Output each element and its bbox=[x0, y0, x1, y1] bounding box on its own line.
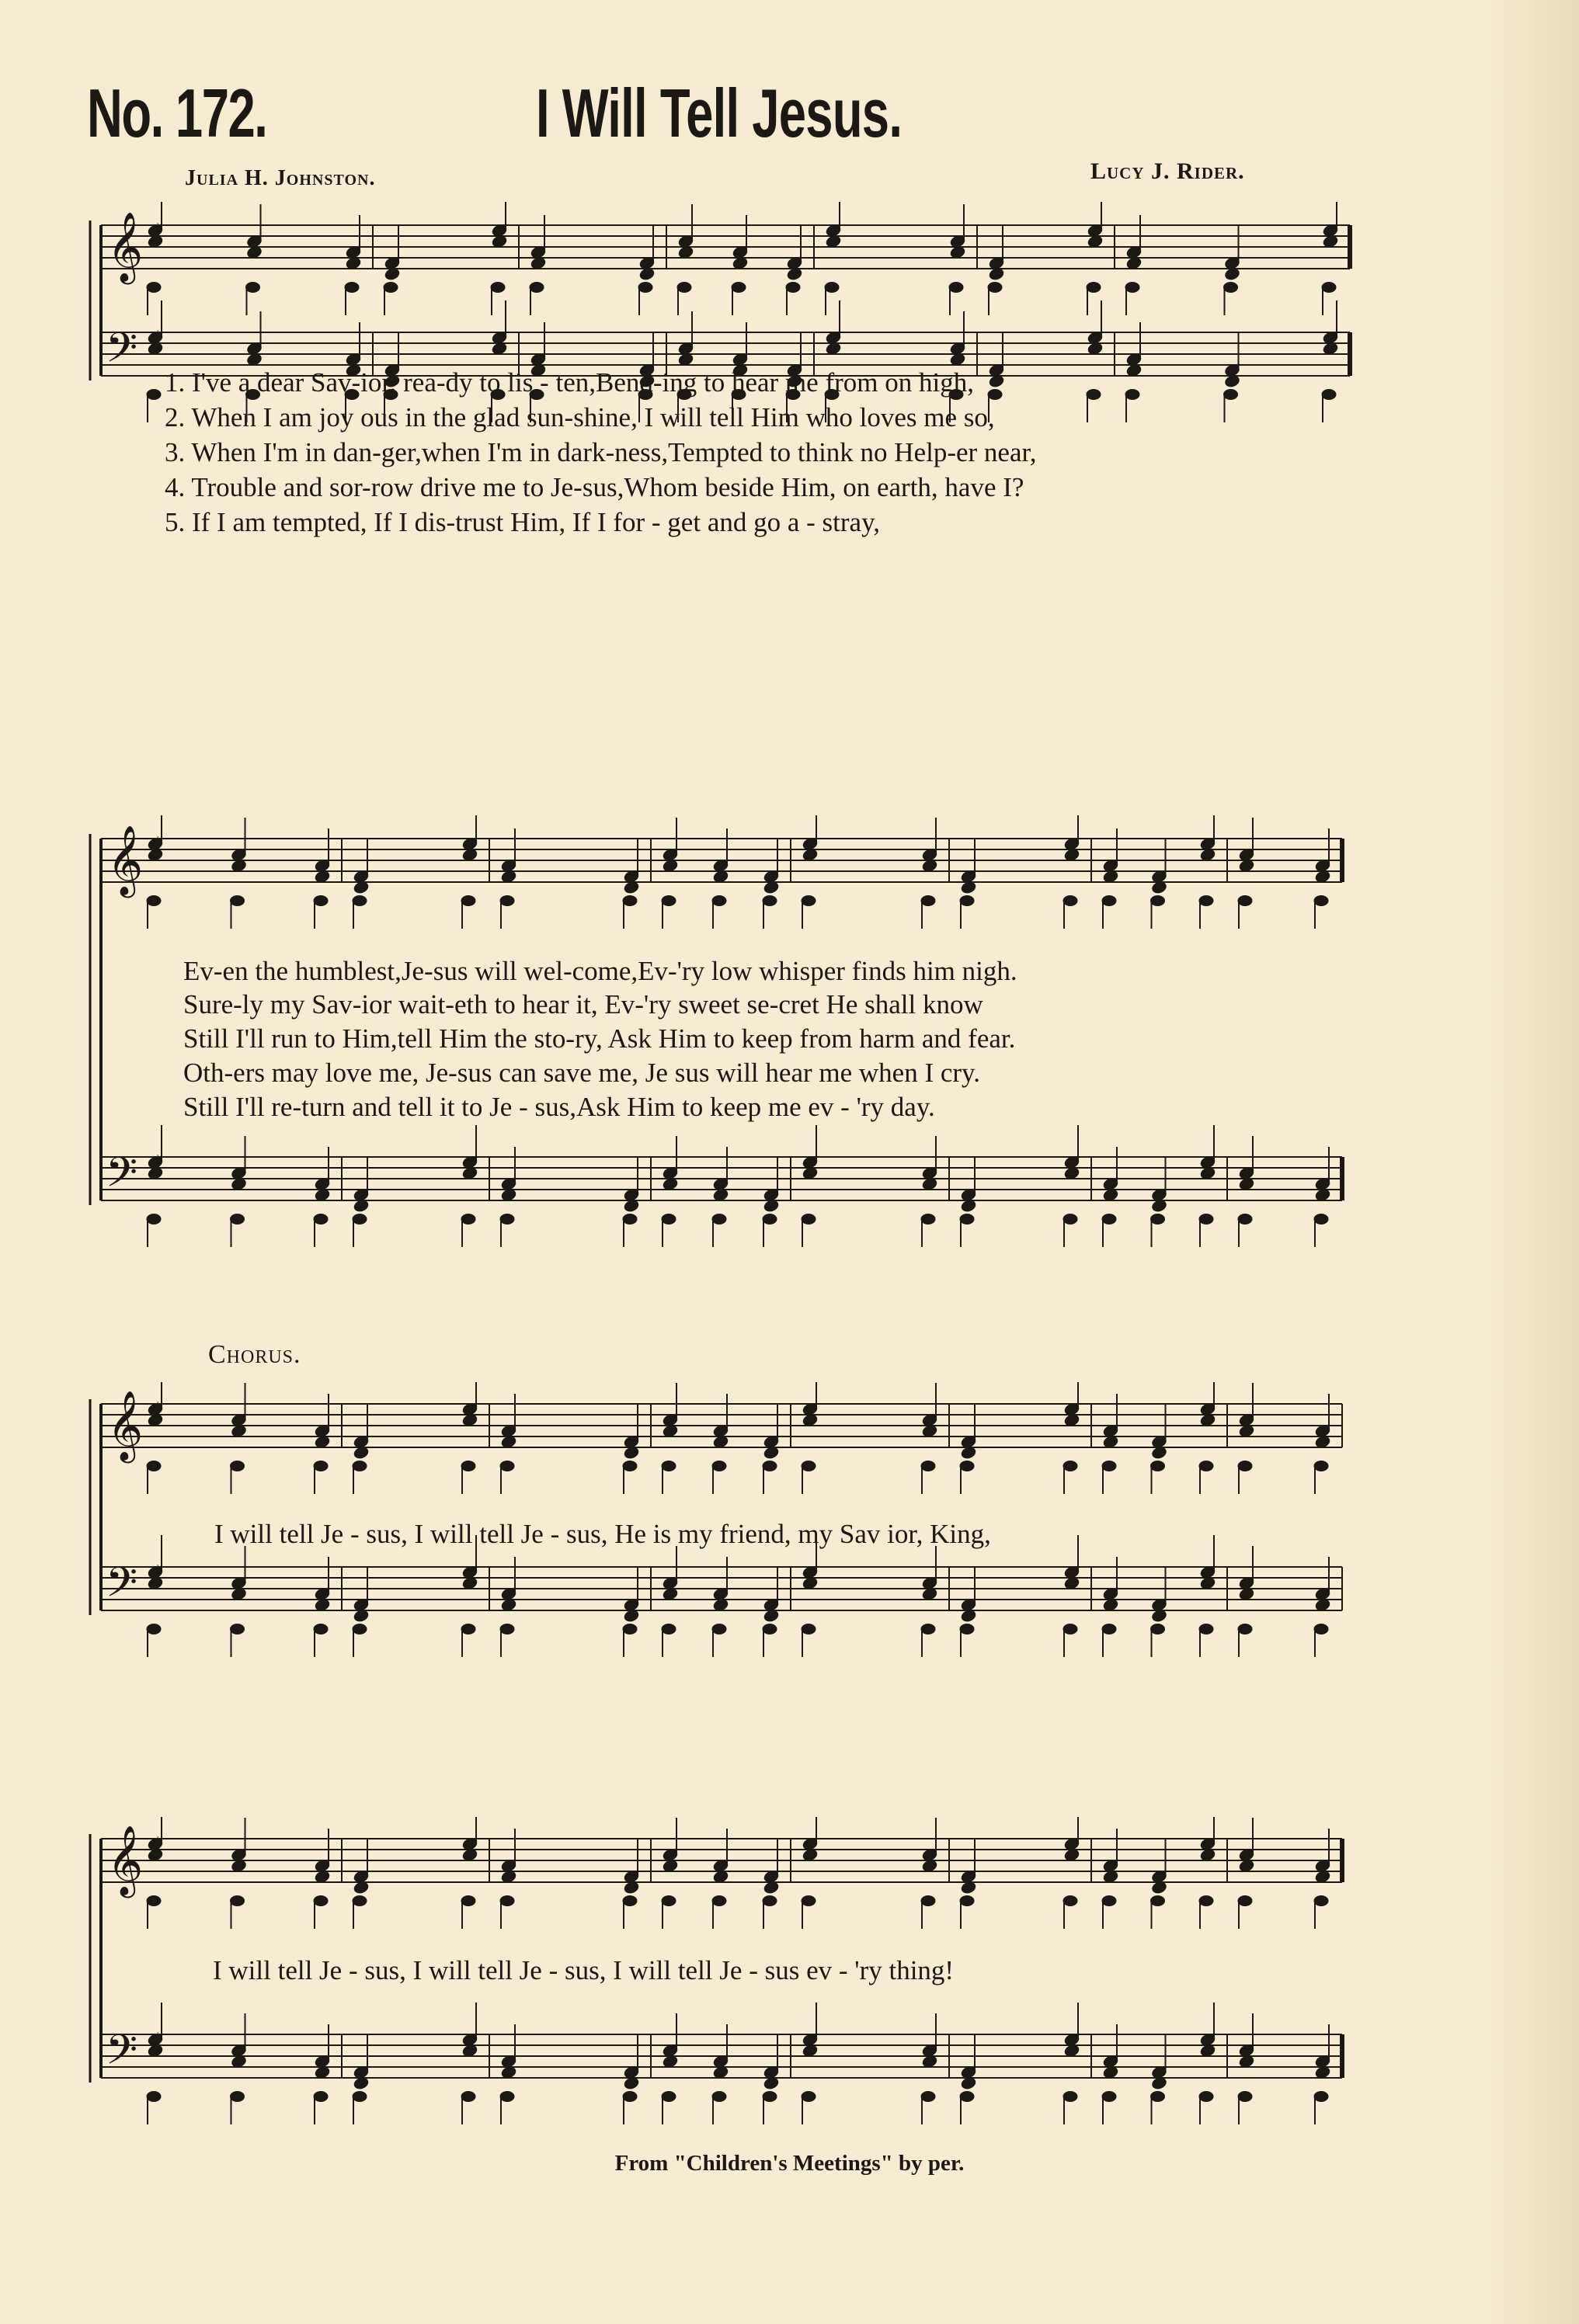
music-system-4 bbox=[0, 1817, 1579, 2128]
verse-1-line-2: Ev-en the humblest,Je-sus will wel-come,Ev-'ry low whisper finds him nigh. bbox=[183, 956, 1017, 986]
chorus-label: Chorus. bbox=[208, 1340, 301, 1369]
treble-clef-icon: 𝄞 bbox=[107, 1391, 144, 1461]
key-signature-sharp-icon: ♯ bbox=[149, 832, 162, 863]
key-signature-sharp-icon: ♯ bbox=[149, 2027, 162, 2058]
key-signature-sharp-icon: ♯ bbox=[149, 325, 162, 356]
key-signature-sharp-icon: ♯ bbox=[149, 218, 162, 249]
source-credit: From "Children's Meetings" by per. bbox=[614, 2151, 965, 2176]
bass-notes bbox=[147, 1125, 1331, 1247]
staff-lines bbox=[101, 225, 1350, 376]
key-signature-sharp-icon: ♯ bbox=[149, 1560, 162, 1591]
hymn-number: No. 172. bbox=[87, 75, 267, 151]
lyricist-credit: Julia H. Johnston. bbox=[185, 166, 376, 190]
verse-5-line-2: Still I'll re-turn and tell it to Je - sus,Ask Him to keep me ev - 'ry day. bbox=[183, 1092, 935, 1122]
bass-clef-icon: 𝄢 bbox=[106, 325, 138, 382]
key-signature-sharp-icon: ♯ bbox=[149, 1397, 162, 1428]
music-system-1 bbox=[0, 202, 1579, 699]
key-signature-sharp-icon: ♯ bbox=[149, 1832, 162, 1863]
verse-3-line-2: Still I'll run to Him,tell Him the sto-ry, Ask Him to keep from harm and fear. bbox=[183, 1023, 1016, 1054]
treble-notes bbox=[147, 1382, 1331, 1494]
verse-4-line-2: Oth-ers may love me, Je-sus can save me, Je sus will hear me when I cry. bbox=[183, 1058, 981, 1088]
verse-4-line-1: 4. Trouble and sor-row drive me to Je-sus,Whom beside Him, on earth, have I? bbox=[165, 472, 1024, 502]
bass-clef-icon: 𝄢 bbox=[106, 1559, 138, 1617]
treble-clef-icon: 𝄞 bbox=[107, 825, 144, 895]
key-signature-sharp-icon: ♯ bbox=[149, 1150, 162, 1181]
verse-2-line-2: Sure-ly my Sav-ior wait-eth to hear it, Ev-'ry sweet se-cret He shall know bbox=[183, 989, 983, 1020]
composer-credit: Lucy J. Rider. bbox=[1090, 158, 1245, 184]
bass-clef-icon: 𝄢 bbox=[106, 1149, 138, 1207]
verse-1-line-1: 1. I've a dear Sav-ior, rea-dy to lis - ten,Bend-ing to hear me from on high, bbox=[165, 367, 974, 398]
music-system-3 bbox=[0, 1382, 1579, 1693]
treble-clef-icon: 𝄞 bbox=[107, 212, 144, 282]
verse-2-line-1: 2. When I am joy ous in the glad sun-shine, I will tell Him who loves me so, bbox=[165, 402, 995, 432]
music-system-2 bbox=[0, 815, 1579, 1250]
verse-5-line-1: 5. If I am tempted, If I dis-trust Him, If I for - get and go a - stray, bbox=[165, 507, 881, 537]
bass-notes bbox=[147, 2003, 1331, 2124]
hymn-title: I Will Tell Jesus. bbox=[536, 75, 903, 151]
chorus-line-2: I will tell Je - sus, I will tell Je - sus, I will tell Je - sus ev - 'ry thing! bbox=[213, 1955, 955, 1985]
bass-notes bbox=[147, 1535, 1331, 1657]
bass-clef-icon: 𝄢 bbox=[106, 2027, 138, 2084]
treble-notes bbox=[147, 1817, 1331, 1929]
verse-3-line-1: 3. When I'm in dan-ger,when I'm in dark-ness,Tempted to think no Help-er near, bbox=[165, 437, 1037, 467]
chorus-line-1: I will tell Je - sus, I will tell Je - sus, He is my friend, my Sav ior, King, bbox=[214, 1519, 991, 1549]
hymn-header bbox=[0, 0, 1579, 202]
treble-clef-icon: 𝄞 bbox=[107, 1826, 144, 1895]
